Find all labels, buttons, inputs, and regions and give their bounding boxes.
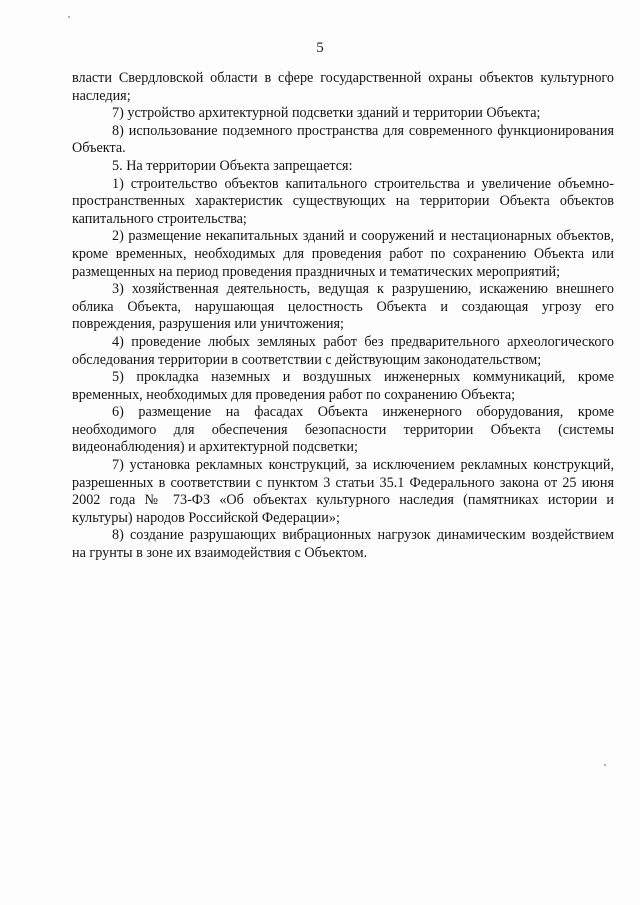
prohibition-item-1: 1) строительство объектов капитального строительства и увеличение объемно-пространственных характеристик существующих на территории Объекта объектов капитального строительства; (72, 175, 614, 227)
paragraph-continuation: власти Свердловской области в сфере государственной охраны объектов культурного наследия; (72, 70, 614, 104)
page-number: 5 (316, 40, 324, 56)
prohibition-item-7: 7) установка рекламных конструкций, за исключением рекламных конструкций, разрешенных в соответствии с пунктом 3 статьи 35.1 Федерального закона от 25 июня 2002 года № 73-ФЗ «Об объектах культурного наследия (памятниках истории и культуры) народов Российской Федерации»; (72, 457, 614, 526)
prohibition-item-8: 8) создание разрушающих вибрационных нагрузок динамическим воздействием на грунты в зоне их взаимодействия с Объектом. (72, 527, 614, 562)
paragraph-item-7-lighting: 7) устройство архитектурной подсветки зданий и территории Объекта; (112, 105, 541, 122)
paragraph-item-8-underground: 8) использование подземного пространства для современного функционирования Объекта. (72, 122, 614, 157)
prohibition-item-2: 2) размещение некапитальных зданий и сооружений и нестационарных объектов, кроме временных, необходимых для проведения работ по сохранению Объекта или размещенных на период проведения праздничных и тематических мероприятий; (72, 228, 614, 280)
prohibition-item-4: 4) проведение любых земляных работ без предварительного археологического обследования территории в соответствии с действующим законодательством; (72, 333, 614, 368)
section-5-heading: 5. На территории Объекта запрещается: (112, 157, 353, 174)
scan-speck (604, 764, 606, 766)
prohibition-item-5: 5) прокладка наземных и воздушных инженерных коммуникаций, кроме временных, необходимых для проведения работ по сохранению Объекта; (72, 369, 614, 403)
prohibition-item-3: 3) хозяйственная деятельность, ведущая к разрушению, искажению внешнего облика Объекта, нарушающая целостность Объекта и создающая угрозу его повреждения, разрушения или уничтожения; (72, 281, 614, 333)
scan-speck (68, 16, 70, 18)
prohibition-item-6: 6) размещение на фасадах Объекта инженерного оборудования, кроме необходимого для обеспечения безопасности территории Объекта (системы видеонаблюдения) и архитектурной подсветки; (72, 404, 614, 456)
document-body (72, 70, 614, 563)
